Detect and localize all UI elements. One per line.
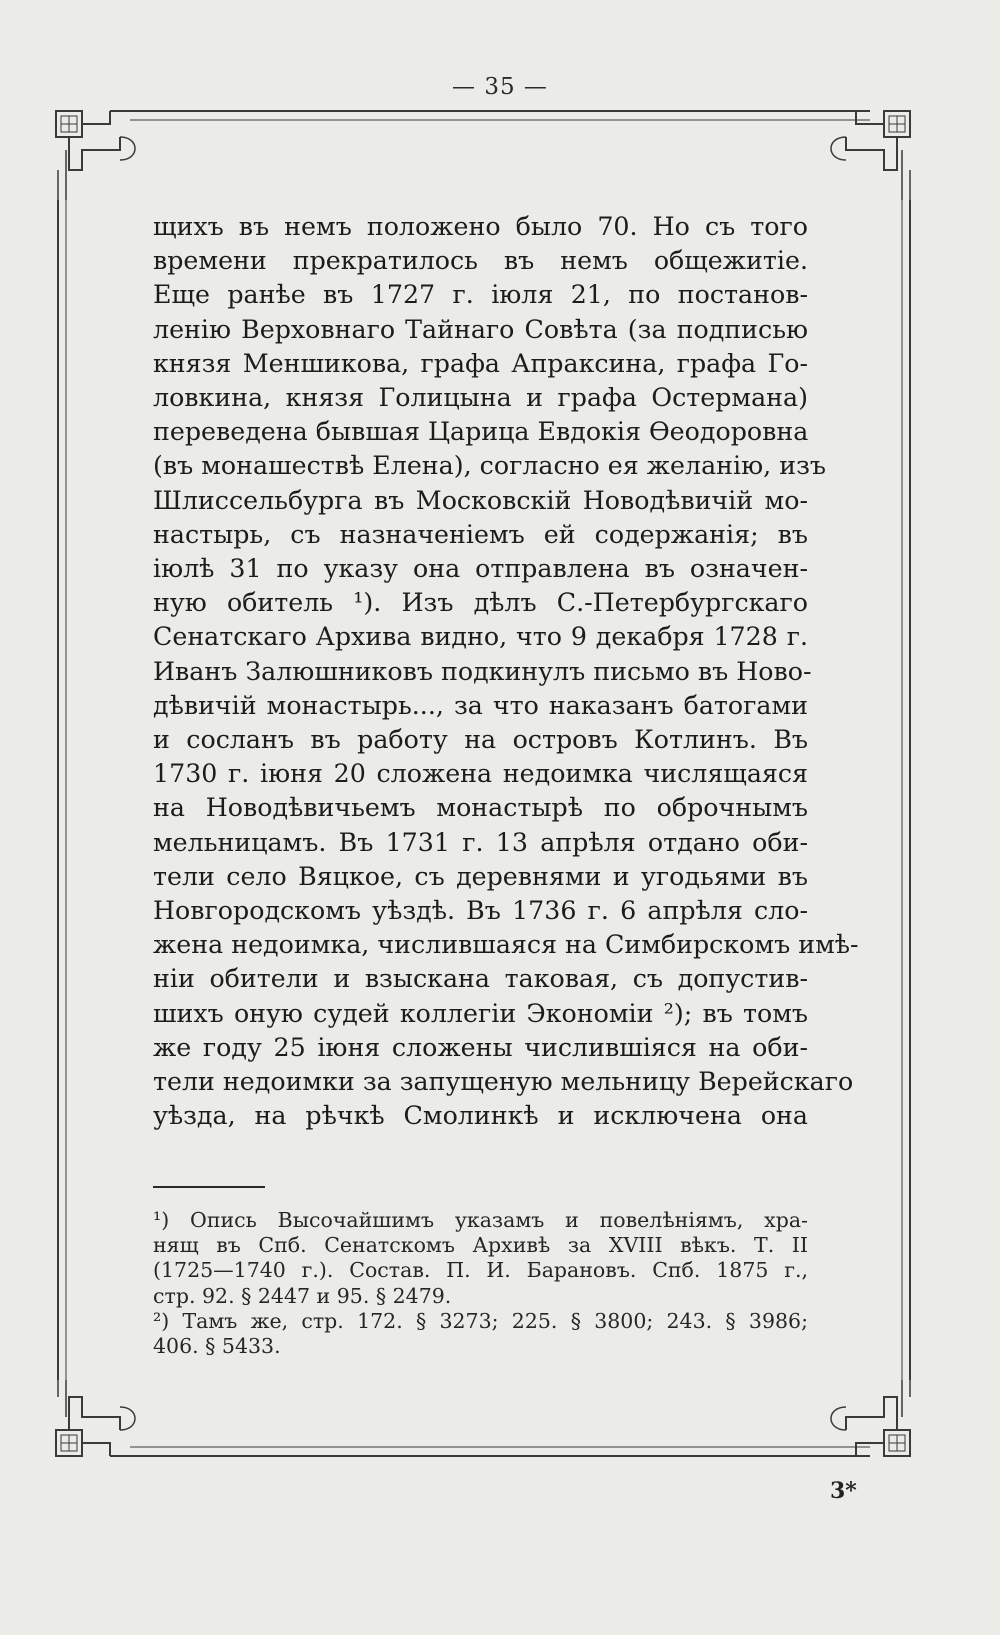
body-line: жена недоимка, числившаяся на Симбирскомъ имѣ- [153, 930, 859, 960]
corner-ornament-bottom-left [56, 1380, 135, 1456]
body-line: на Новодѣвичьемъ монастырѣ по оброчнымъ [153, 793, 808, 823]
page-number: — 35 — [452, 74, 548, 100]
body-line: Новгородскомъ уѣздѣ. Въ 1736 г. 6 апрѣля сло- [153, 896, 808, 926]
body-line: дѣвичій монастырь..., за что наказанъ батогами [153, 690, 808, 720]
body-line: Шлиссельбурга въ Московскій Новодѣвичій мо- [153, 485, 808, 515]
footnotes [153, 1208, 808, 1359]
body-line: переведена бывшая Царица Евдокія Ѳеодоровна [153, 417, 809, 447]
body-line: шихъ оную судей коллегіи Экономіи ²); въ томъ [153, 998, 808, 1028]
body-line: мельницамъ. Въ 1731 г. 13 апрѣля отдано оби- [153, 827, 808, 857]
body-line: Еще ранѣе въ 1727 г. іюля 21, по постанов- [153, 280, 808, 310]
body-text [153, 210, 859, 1133]
corner-ornament-top-right [831, 111, 910, 200]
body-line: князя Меншикова, графа Апраксина, графа Го- [153, 348, 808, 378]
body-line: времени прекратилось въ немъ общежитіе. [153, 246, 808, 276]
body-line: ную обитель ¹). Изъ дѣлъ С.-Петербургскаго [153, 588, 808, 618]
footnote-line: стр. 92. § 2447 и 95. § 2479. [153, 1283, 452, 1308]
body-line: же году 25 іюня сложены числившіяся на оби- [153, 1032, 808, 1062]
body-line: уѣзда, на рѣчкѣ Смолинкѣ и исключена она [153, 1101, 808, 1131]
footnote-line: (1725—1740 г.). Состав. П. И. Барановъ. Спб. 1875 г., [153, 1258, 808, 1283]
footnote-line: 406. § 5433. [153, 1334, 281, 1359]
body-line: и сосланъ въ работу на островъ Котлинъ. Въ [153, 725, 808, 755]
body-line: 1730 г. іюня 20 сложена недоимка числящаяся [153, 759, 808, 789]
body-line: іюлѣ 31 по указу она отправлена въ означен- [153, 554, 808, 584]
body-line: ловкина, князя Голицына и графа Остермана) [153, 383, 808, 413]
body-line: (въ монашествѣ Елена), согласно ея желанію, изъ [153, 451, 826, 481]
footnote-divider [153, 1186, 265, 1188]
footnote-line: ¹) Опись Высочайшимъ указамъ и повелѣніямъ, хра- [153, 1208, 808, 1232]
body-line: щихъ въ немъ положено было 70. Но съ того [153, 212, 808, 241]
body-line: ленію Верховнаго Тайнаго Совѣта (за подписью [153, 314, 808, 344]
body-line: тели село Вяцкое, съ деревнями и угодьями въ [153, 861, 808, 891]
signature-mark: 3* [830, 1478, 857, 1504]
body-line: Сенатскаго Архива видно, что 9 декабря 1728 г. [153, 622, 808, 652]
body-line: настырь, съ назначеніемъ ей содержанія; въ [153, 519, 808, 549]
body-line: тели недоимки за запущеную мельницу Верейскаго [153, 1067, 854, 1097]
body-line: ніи обители и взыскана таковая, съ допустив- [153, 964, 808, 994]
corner-ornament-top-left [56, 111, 135, 200]
body-line: Иванъ Залюшниковъ подкинулъ письмо въ Ново- [153, 656, 812, 686]
corner-ornament-bottom-right [831, 1380, 910, 1456]
footnote-line: ²) Тамъ же, стр. 172. § 3273; 225. § 3800; 243. § 3986; [153, 1308, 808, 1333]
footnote-line: нящ въ Спб. Сенатскомъ Архивѣ за XVIII вѣкъ. Т. II [153, 1233, 808, 1258]
